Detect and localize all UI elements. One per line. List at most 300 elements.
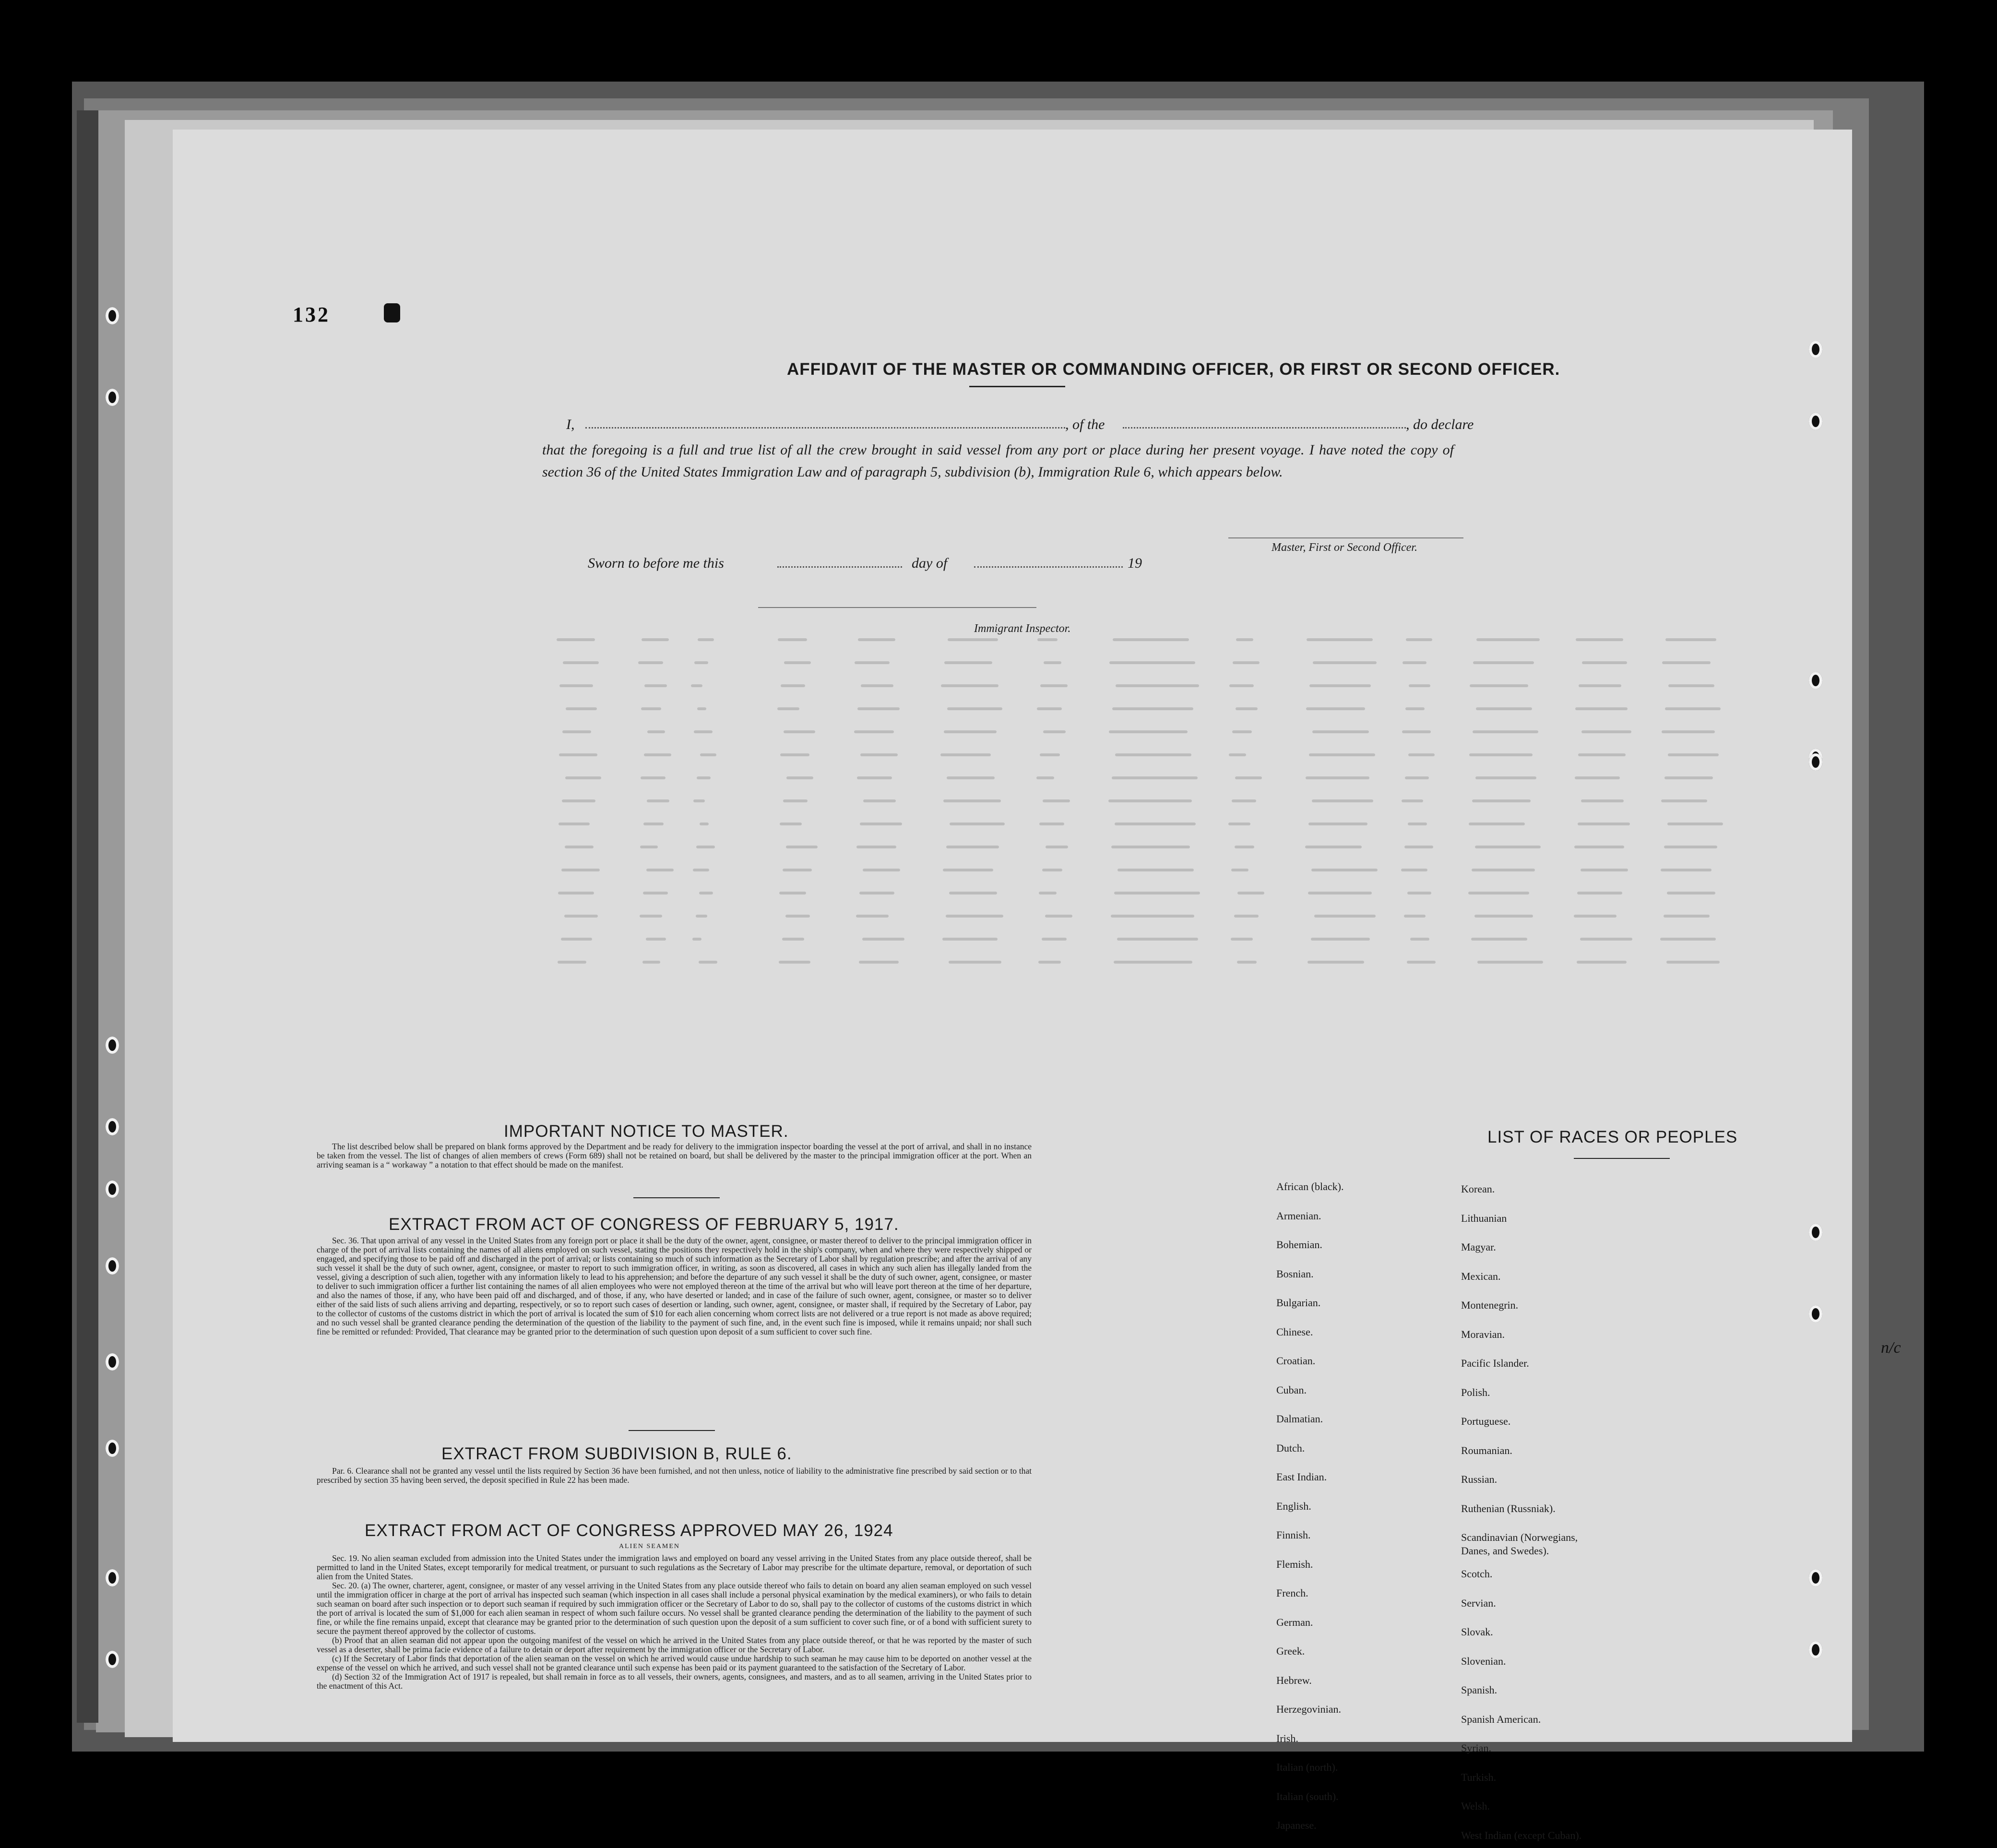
race-item: Dutch. — [1276, 1442, 1305, 1454]
bleed-mark — [1235, 846, 1254, 848]
bleed-mark — [1574, 846, 1624, 848]
bleed-mark — [777, 707, 799, 710]
bleed-mark — [1237, 961, 1257, 964]
bleed-row — [557, 938, 1804, 947]
bleed-mark — [640, 915, 662, 918]
race-item: Cuban. — [1276, 1383, 1307, 1396]
bleed-mark — [1231, 938, 1253, 941]
race-item: Spanish. — [1461, 1684, 1498, 1696]
bleed-mark — [944, 730, 997, 733]
race-item: Spanish American. — [1461, 1713, 1541, 1725]
bleed-mark — [1039, 892, 1057, 894]
race-item: English. — [1276, 1500, 1311, 1512]
bleed-mark — [643, 892, 668, 894]
bleed-mark — [1306, 707, 1365, 710]
race-item: Hebrew. — [1276, 1674, 1312, 1686]
vessel-blank — [1123, 427, 1406, 429]
race-item: Polish. — [1461, 1386, 1490, 1398]
bleed-mark — [561, 869, 600, 871]
bleed-mark — [696, 915, 707, 918]
bleed-mark — [693, 869, 709, 871]
bleed-mark — [564, 915, 598, 918]
bleed-row — [557, 961, 1804, 970]
punch-hole — [1809, 1224, 1822, 1241]
bleed-mark — [1470, 684, 1528, 687]
affidavit-title: AFFIDAVIT OF THE MASTER OR COMMANDING OFFICER, OR FIRST OR SECOND OFFICER. — [787, 360, 1560, 379]
bleed-mark — [1664, 846, 1717, 848]
bleed-mark — [1666, 961, 1720, 964]
bleed-row — [557, 707, 1804, 717]
bleed-mark — [1311, 869, 1378, 871]
affidavit-body: that the foregoing is a full and true list of all the crew brought in said vessel from any port or place during her present voyage. I have noted the copy of section 36 of the United States Immigration Law and of paragraph 5, subdivision (b), Immigration Rule 6, which appears below. — [542, 442, 1454, 480]
race-item: Bohemian. — [1276, 1239, 1322, 1251]
section-rule — [633, 1197, 720, 1198]
bleed-mark — [697, 776, 711, 779]
bleed-mark — [1113, 638, 1189, 641]
bleed-mark — [858, 638, 895, 641]
bleed-mark — [638, 661, 663, 664]
bleed-mark — [1305, 846, 1362, 848]
punch-hole — [1809, 672, 1822, 689]
bleed-mark — [1312, 799, 1373, 802]
punch-hole — [106, 1353, 119, 1371]
bleed-mark — [565, 846, 594, 848]
bleed-mark — [1311, 938, 1370, 941]
punch-hole — [1809, 341, 1822, 358]
bleed-mark — [559, 823, 590, 825]
race-item: Armenian. — [1276, 1209, 1321, 1222]
race-item: Chinese. — [1276, 1325, 1313, 1338]
race-item: Bulgarian. — [1276, 1297, 1321, 1309]
extract-1924-text — [317, 1554, 1032, 1691]
bleed-mark — [1407, 961, 1436, 964]
race-item: East Indian. — [1276, 1471, 1327, 1483]
bleed-row — [557, 846, 1804, 855]
notice-paragraph: The list described below shall be prepared on blank forms approved by the Department and be ready for delivery to the immigration inspector boarding the vessel at the port of arrival, and shall in no instance be taken from the vessel. The list of changes of alien members of crews (Form 689) shall not be retained on board, but shall be delivered by the master to the principal immigration officer at the port. When an arriving seaman is a “ workaway ” a notation to that effect should be made on the manifest. — [317, 1142, 1032, 1169]
bleed-mark — [1314, 915, 1376, 918]
bleed-mark — [1044, 661, 1061, 664]
bleed-mark — [1402, 799, 1423, 802]
bleed-mark — [1408, 753, 1435, 756]
bleed-mark — [1404, 846, 1433, 848]
race-item: Croatian. — [1276, 1355, 1316, 1367]
race-item: Japanese. — [1276, 1819, 1317, 1831]
bleed-mark — [1473, 730, 1538, 733]
bleed-row — [557, 684, 1804, 694]
bleed-mark — [1665, 707, 1721, 710]
bleed-mark — [561, 938, 592, 941]
bleed-mark — [863, 869, 900, 871]
bleed-mark — [1472, 869, 1535, 871]
bleed-mark — [779, 961, 810, 964]
bleed-mark — [1307, 638, 1373, 641]
bleed-mark — [1039, 823, 1064, 825]
extract-1924-paragraph: (b) Proof that an alien seaman did not appear upon the outgoing manifest of the vessel on which he arrived in the United States from any place outside thereof, or that he was reported by the master of such vessel as a deserter, shall be prima facie evidence of a failure to detain or deport after requirement by the immigration officer or the Secretary of Labor. — [317, 1635, 1032, 1654]
bleed-mark — [862, 938, 904, 941]
notice-title: IMPORTANT NOTICE TO MASTER. — [504, 1122, 789, 1141]
race-item: Servian. — [1461, 1597, 1496, 1609]
bleed-mark — [559, 684, 593, 687]
bleed-mark — [1578, 753, 1626, 756]
bleed-mark — [1043, 799, 1070, 802]
bleed-mark — [779, 892, 806, 894]
bleed-mark — [1228, 823, 1250, 825]
bleed-mark — [946, 915, 1003, 918]
bleed-mark — [558, 961, 586, 964]
bleed-mark — [1469, 823, 1525, 825]
day-blank — [777, 566, 902, 568]
race-item: Moravian. — [1461, 1328, 1505, 1340]
race-item: Finnish. — [1276, 1529, 1311, 1541]
bleed-mark — [1476, 707, 1532, 710]
punch-hole — [106, 1569, 119, 1586]
bleed-mark — [1665, 638, 1716, 641]
bleed-mark — [562, 799, 595, 802]
bleed-mark — [692, 938, 701, 941]
bleed-mark — [1472, 799, 1531, 802]
extract-1917-paragraph: Sec. 36. That upon arrival of any vessel in the United States from any foreign port or place it shall be the duty of the owner, agent, consignee, or master thereof to deliver to the principal immigration officer in charge of the port of arrival lists containing the names of all aliens employed on such vessel, stating the positions they respectively hold in the ship's company, when and where they were respectively shipped or engaged, and specifying those to be paid off and discharged in the port of arrival; or lists containing so much of such information as the Secretary of Labor shall by regulation prescribe; and after the arrival of any such vessel it shall be the duty of such owner, agent, consignee, or master to report to such immigration officer, in writing, as soon as discovered, all cases in which any such alien has illegally landed from the vessel, giving a description of such alien, together with any information likely to lead to his apprehension; and before the departure of any such vessel it shall be the duty of such owner, agent, consignee, or master to deliver to such immigration officer a further list containing the names of all alien employees who were not employed thereon at the time of the arrival but who will leave port thereon at the time of her departure, and also the names of those, if any, who have been paid off and discharged, and of those, if any, who have deserted or landed; and in case of the failure of such owner, agent, consignee, or master so to deliver either of the said lists of such aliens arriving and departing, respectively, or so to report such cases of desertion or landing, such owner, agent, consignee, or master shall, if required by the Secretary of Labor, pay to the collector of customs of the customs district in which the port of arrival is located the sum of $10 for each alien concerning whom correct lists are not delivered or a true report is not made as above required; and no such vessel shall be granted clearance pending the determination of the question of the liability to the payment of such fine, and, in the event such fine is imposed, while it remains unpaid; nor shall such fine be remitted or refunded: Provided, That clearance may be granted prior to the determination of such question upon deposit of a sum sufficient to cover such fine. — [317, 1236, 1032, 1336]
punch-hole — [106, 1180, 119, 1198]
race-item: Slovenian. — [1461, 1655, 1506, 1667]
bleed-mark — [944, 661, 992, 664]
bleed-mark — [1036, 776, 1054, 779]
bleed-mark — [1042, 938, 1067, 941]
bleed-mark — [947, 776, 995, 779]
bleed-mark — [1582, 661, 1627, 664]
bleed-mark — [946, 846, 999, 848]
bleed-mark — [1114, 961, 1192, 964]
race-item: Turkish. — [1461, 1771, 1497, 1783]
bleed-mark — [1660, 938, 1716, 941]
bleed-mark — [1306, 776, 1369, 779]
bleed-mark — [646, 938, 666, 941]
bleed-mark — [691, 684, 702, 687]
bleed-mark — [693, 799, 705, 802]
bleed-row — [557, 823, 1804, 832]
bleed-mark — [786, 846, 818, 848]
bleed-mark — [856, 846, 896, 848]
manifest-page — [173, 130, 1852, 1841]
bleed-mark — [856, 915, 889, 918]
bleed-mark — [1402, 730, 1431, 733]
extract-1917-text — [317, 1236, 1032, 1336]
bleed-mark — [1236, 638, 1253, 641]
bleed-mark — [782, 938, 804, 941]
race-item: African (black). — [1276, 1180, 1344, 1192]
bleed-mark — [1309, 684, 1371, 687]
extract-1924-paragraph: (c) If the Secretary of Labor finds that deportation of the alien seaman on the vessel on which he arrived would cause undue hardship to such seaman he may cause him to be deported on another vessel at the expense of the vessel on which he arrived, and such vessel shall not be granted clearance until such expense has been paid or its payment guaranteed to the satisfaction of the Secretary of Labor. — [317, 1654, 1032, 1672]
bleed-mark — [943, 799, 1001, 802]
bleed-mark — [1575, 707, 1628, 710]
punch-hole — [1809, 753, 1822, 771]
bleed-mark — [941, 684, 998, 687]
bleed-mark — [1040, 684, 1068, 687]
bleed-mark — [1405, 707, 1425, 710]
race-item: Danes, and Swedes). — [1461, 1545, 1549, 1557]
race-item: Magyar. — [1461, 1241, 1496, 1253]
bleed-row — [557, 869, 1804, 878]
bleed-mark — [1115, 753, 1191, 756]
punch-hole — [1809, 1569, 1822, 1586]
bleed-mark — [559, 753, 597, 756]
race-item: Korean. — [1461, 1183, 1495, 1195]
bleed-mark — [1038, 961, 1061, 964]
bleed-mark — [780, 823, 802, 825]
race-item: Syrian. — [1461, 1742, 1491, 1754]
bleed-mark — [1576, 638, 1623, 641]
binding-edge — [77, 110, 98, 1723]
bleed-mark — [1232, 799, 1256, 802]
bleed-mark — [1046, 846, 1068, 848]
bleed-mark — [1475, 846, 1541, 848]
stamp-marks: 132 — [293, 303, 330, 326]
bleed-mark — [698, 638, 714, 641]
bleed-mark — [562, 730, 591, 733]
bleed-mark — [646, 869, 674, 871]
bleed-mark — [1308, 961, 1364, 964]
extract-1924-paragraph: (d) Section 32 of the Immigration Act of 1917 is repealed, but shall remain in force as to all vessels, their owners, agents, consignees, and masters, and as to all seamen, arriving in the United States prior to the enactment of this Act. — [317, 1672, 1032, 1691]
bleed-mark — [694, 730, 713, 733]
bleed-mark — [1577, 892, 1622, 894]
bleed-mark — [1475, 776, 1536, 779]
bleed-mark — [860, 753, 898, 756]
bleed-mark — [1664, 776, 1713, 779]
bleed-mark — [940, 753, 991, 756]
bleed-mark — [1231, 869, 1248, 871]
affidavit-declare: , do declare — [1406, 417, 1474, 432]
bleed-mark — [641, 707, 661, 710]
bleed-mark — [785, 915, 810, 918]
section-rule — [629, 1430, 715, 1431]
race-item: Scandinavian (Norwegians, — [1461, 1531, 1578, 1543]
race-item: Welsh. — [1461, 1800, 1490, 1812]
punch-hole — [1809, 1641, 1822, 1658]
bleed-mark — [1410, 938, 1429, 941]
bleed-mark — [1112, 707, 1193, 710]
affidavit-of-the: , of the — [1065, 417, 1105, 432]
bleed-mark — [1042, 869, 1062, 871]
race-item: Pacific Islander. — [1461, 1357, 1529, 1369]
punch-hole — [1809, 1305, 1822, 1323]
inspector-line — [758, 607, 1036, 608]
affidavit-i: I, — [566, 417, 575, 432]
bleed-mark — [1581, 869, 1628, 871]
bleed-mark — [1308, 892, 1372, 894]
bleed-mark — [1667, 823, 1723, 825]
bleed-row — [557, 776, 1804, 786]
bleed-mark — [1661, 869, 1712, 871]
bleed-mark — [640, 846, 658, 848]
bleed-mark — [699, 961, 717, 964]
bleed-mark — [859, 961, 899, 964]
bleed-mark — [644, 753, 671, 756]
bleed-mark — [700, 823, 709, 825]
bleed-mark — [557, 638, 595, 641]
bleed-mark — [863, 799, 896, 802]
bleed-mark — [558, 892, 594, 894]
race-item: Italian (north). — [1276, 1761, 1338, 1773]
bleed-mark — [1408, 823, 1427, 825]
bleed-mark — [700, 753, 716, 756]
bleed-mark — [1405, 776, 1429, 779]
bleed-mark — [1476, 638, 1540, 641]
race-item: Slovak. — [1461, 1626, 1493, 1638]
bleed-row — [557, 661, 1804, 671]
bleed-mark — [1667, 892, 1715, 894]
race-item: Montenegrin. — [1461, 1299, 1519, 1311]
year-text: 19 — [1128, 555, 1142, 571]
bleed-mark — [566, 707, 597, 710]
bleed-mark — [1407, 892, 1431, 894]
bleed-mark — [1580, 938, 1632, 941]
bleed-mark — [949, 961, 1001, 964]
bleed-mark — [1574, 915, 1617, 918]
bleed-mark — [1474, 915, 1533, 918]
day-of-text: day of — [912, 555, 948, 571]
margin-note: n/c — [1881, 1339, 1901, 1357]
bleed-mark — [1404, 915, 1426, 918]
bleed-mark — [1233, 661, 1260, 664]
race-item: Greek. — [1276, 1645, 1305, 1657]
bleed-mark — [1401, 869, 1427, 871]
bleed-mark — [949, 892, 997, 894]
bleed-mark — [699, 892, 713, 894]
bleed-mark — [1111, 915, 1194, 918]
bleed-mark — [1469, 753, 1533, 756]
bleed-mark — [857, 707, 900, 710]
bleed-mark — [1114, 892, 1200, 894]
ink-blot — [384, 303, 400, 322]
bleed-mark — [1237, 892, 1264, 894]
bleed-row — [557, 638, 1804, 648]
bleed-mark — [1116, 684, 1199, 687]
bleed-mark — [1313, 661, 1377, 664]
bleed-mark — [859, 892, 894, 894]
signature-line — [1228, 537, 1463, 538]
subdivision-b-title: EXTRACT FROM SUBDIVISION B, RULE 6. — [441, 1444, 792, 1463]
name-blank — [585, 427, 1065, 429]
bleed-mark — [1117, 938, 1198, 941]
race-item: Herzegovinian. — [1276, 1703, 1341, 1715]
inspector-label: Immigrant Inspector. — [974, 622, 1071, 635]
bleed-mark — [1040, 753, 1060, 756]
alien-seamen-subtitle: ALIEN SEAMEN — [619, 1543, 680, 1550]
race-item: Mexican. — [1461, 1270, 1501, 1282]
race-item: Roumanian. — [1461, 1444, 1512, 1456]
bleed-row — [557, 730, 1804, 740]
race-item: West Indian (except Cuban). — [1461, 1829, 1582, 1841]
bleed-mark — [1664, 915, 1710, 918]
bleed-mark — [1312, 730, 1369, 733]
bleed-mark — [647, 799, 669, 802]
punch-hole — [106, 1440, 119, 1457]
bleed-mark — [948, 638, 998, 641]
bleed-mark — [1471, 938, 1527, 941]
punch-hole — [106, 1257, 119, 1275]
bleed-mark — [784, 730, 815, 733]
race-item: Italian (south). — [1276, 1790, 1339, 1802]
bleed-mark — [1661, 799, 1707, 802]
bleed-mark — [1112, 776, 1198, 779]
bleed-mark — [1111, 846, 1190, 848]
extract-1924-paragraph: Sec. 19. No alien seaman excluded from admission into the United States under the immigration laws and employed on board any vessel arriving in the United States from any place outside thereof, shall be permitted to land in the United States, except temporarily for medical treatment, or pursuant to such regulations as the Secretary of Labor may prescribe for the ultimate departure, removal, or deportation of such alien from the United States. — [317, 1553, 1032, 1581]
bleed-mark — [1308, 823, 1367, 825]
bleed-mark — [783, 799, 808, 802]
race-item: Russian. — [1461, 1473, 1498, 1485]
bleed-mark — [1668, 753, 1719, 756]
bleed-mark — [647, 730, 665, 733]
extract-1924-title: EXTRACT FROM ACT OF CONGRESS APPROVED MAY 26, 1924 — [365, 1521, 893, 1540]
race-item: Dalmatian. — [1276, 1413, 1323, 1425]
bleed-mark — [1409, 684, 1430, 687]
bleed-mark — [1043, 730, 1066, 733]
bleed-mark — [1117, 869, 1194, 871]
month-blank — [974, 566, 1123, 568]
extract-1917-title: EXTRACT FROM ACT OF CONGRESS OF FEBRUARY 5, 1917. — [389, 1215, 899, 1234]
bleed-mark — [644, 684, 667, 687]
bleed-mark — [1581, 799, 1624, 802]
punch-hole — [106, 1037, 119, 1054]
bleed-mark — [696, 846, 715, 848]
race-item: Ruthenian (Russniak). — [1461, 1502, 1556, 1514]
bleed-mark — [1473, 661, 1534, 664]
bleed-mark — [642, 638, 669, 641]
bleed-mark — [1468, 892, 1529, 894]
punch-hole — [106, 389, 119, 406]
bleed-mark — [1236, 707, 1258, 710]
bleed-mark — [857, 776, 892, 779]
bleed-mark — [1581, 730, 1631, 733]
punch-hole — [106, 307, 119, 324]
race-item: Irish. — [1276, 1732, 1298, 1744]
bleed-mark — [1662, 730, 1715, 733]
bleed-mark — [781, 684, 805, 687]
bleed-mark — [1577, 961, 1627, 964]
bleed-mark — [642, 961, 660, 964]
bleed-mark — [1477, 961, 1543, 964]
bleed-mark — [860, 823, 902, 825]
sworn-text: Sworn to before me this — [588, 555, 724, 571]
bleed-mark — [943, 869, 993, 871]
extract-1924-paragraph: Sec. 20. (a) The owner, charterer, agent, consignee, or master of any vessel arriving in the United States from any place outside thereof who fails to detain on board any alien seaman employed on such vessel until the immigration officer in charge at the port of arrival has inspected such seaman (which inspection in all cases shall include a personal physical examination by the medical examiners), or who fails to detain such seaman on board after such inspection or to deport such seaman if required by such immigration officer or the Secretary of Labor to do so, shall pay to the collector of customs of the customs district in which the port of arrival is located the sum of $1,000 for each alien seaman in respect of whom such failure occurs. No vessel shall be granted clearance pending the determination of the liability to the payment of such fine, or while the fine remains unpaid, except that clearance may be granted prior to the determination of such question upon the deposit of a sum sufficient to cover such fine, or of a bond with sufficient surety to secure the payment thereof approved by the collector of customs. — [317, 1581, 1032, 1636]
bleed-mark — [855, 661, 890, 664]
bleed-mark — [786, 776, 813, 779]
bleed-row — [557, 753, 1804, 763]
bleed-mark — [1403, 661, 1426, 664]
bleed-mark — [1575, 776, 1620, 779]
bleed-row — [557, 892, 1804, 901]
bleed-mark — [1108, 799, 1192, 802]
race-item: Scotch. — [1461, 1568, 1493, 1580]
bleed-mark — [854, 730, 894, 733]
bleed-mark — [783, 869, 812, 871]
bleed-mark — [1668, 684, 1714, 687]
bleed-mark — [1109, 730, 1188, 733]
bleed-mark — [1235, 776, 1262, 779]
bleed-row — [557, 915, 1804, 924]
race-item: German. — [1276, 1616, 1313, 1628]
bleed-mark — [563, 661, 599, 664]
bleed-mark — [643, 823, 664, 825]
bleed-mark — [1037, 638, 1058, 641]
bleed-mark — [947, 707, 1002, 710]
bleed-mark — [697, 707, 706, 710]
bleed-mark — [641, 776, 666, 779]
bleed-mark — [1037, 707, 1062, 710]
punch-hole — [106, 1118, 119, 1135]
punch-hole — [1809, 413, 1822, 430]
master-label: Master, First or Second Officer. — [1272, 541, 1417, 554]
